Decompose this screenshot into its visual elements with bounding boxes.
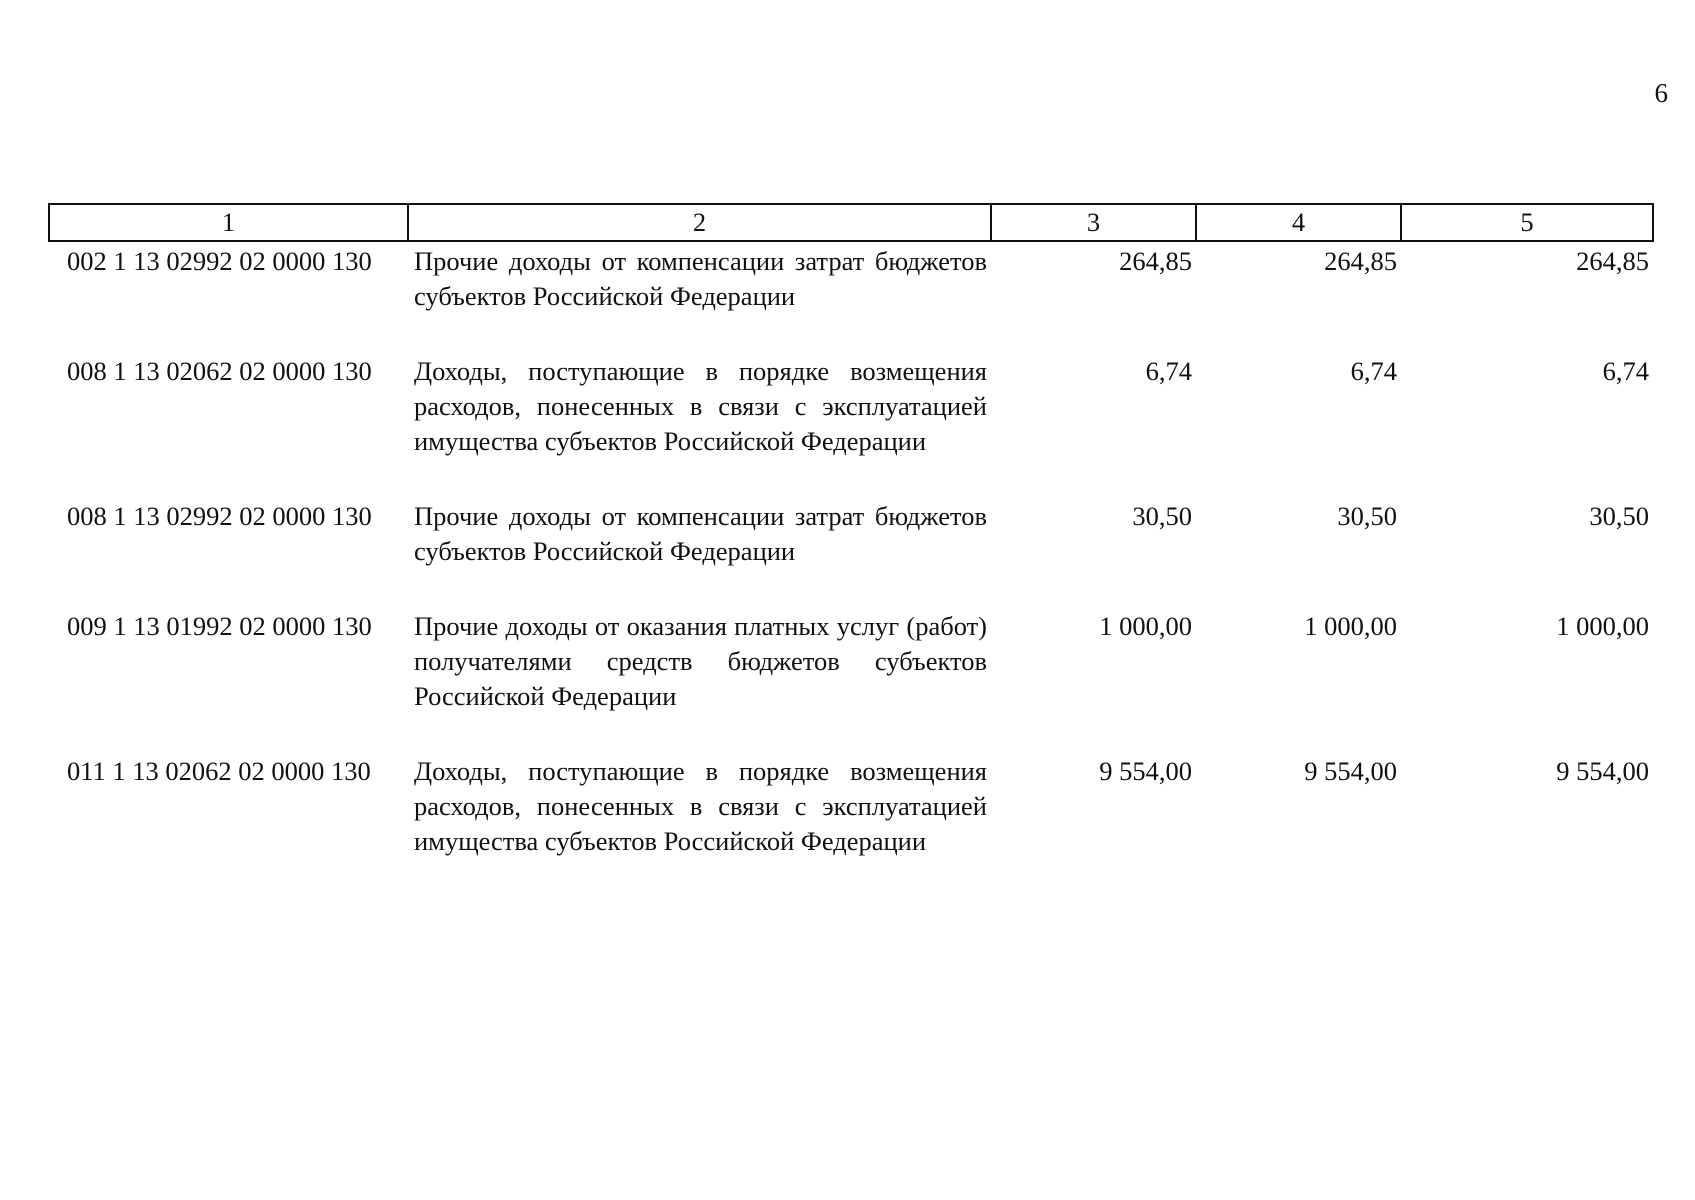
- amount-col-3: 30,50: [1132, 501, 1192, 531]
- budget-code: 008 1 13 02062 02 0000 130: [67, 356, 372, 386]
- header-row: [49, 204, 1653, 241]
- revenue-description: Прочие доходы от компенсации затрат бюджетов субъектов Российской Федерации: [414, 246, 987, 311]
- amount-col-4: 6,74: [1350, 356, 1397, 386]
- amount-col-4: 1 000,00: [1304, 611, 1397, 641]
- header-col-2: 2: [408, 204, 991, 241]
- revenue-description: Доходы, поступающие в порядке возмещения расходов, понесенных в связи с эксплуатацией имущества субъектов Российской Федерации: [414, 356, 987, 456]
- budget-code: 008 1 13 02992 02 0000 130: [67, 501, 372, 531]
- amount-col-5: 6,74: [1602, 356, 1649, 386]
- amount-col-4: 264,85: [1324, 246, 1397, 276]
- page-number: 6: [1654, 78, 1668, 108]
- header-col-1: 1: [49, 204, 408, 241]
- amount-col-3: 1 000,00: [1099, 611, 1192, 641]
- table-body: [49, 241, 1653, 897]
- amount-col-3: 264,85: [1119, 246, 1192, 276]
- revenue-description: Прочие доходы от оказания платных услуг (работ) получателями средств бюджетов субъектов Российской Федерации: [414, 611, 987, 711]
- table-row: [49, 607, 1653, 752]
- revenue-description: Доходы, поступающие в порядке возмещения расходов, понесенных в связи с эксплуатацией имущества субъектов Российской Федерации: [414, 756, 987, 856]
- revenue-description: Прочие доходы от компенсации затрат бюджетов субъектов Российской Федерации: [414, 501, 987, 566]
- table-row: [49, 241, 1653, 352]
- table-row: [49, 752, 1653, 897]
- header-col-3: 3: [991, 204, 1196, 241]
- budget-code: 002 1 13 02992 02 0000 130: [67, 246, 372, 276]
- header-col-5: 5: [1401, 204, 1653, 241]
- table-header: [49, 204, 1653, 241]
- amount-col-4: 9 554,00: [1304, 756, 1397, 786]
- amount-col-4: 30,50: [1337, 501, 1397, 531]
- budget-code: 009 1 13 01992 02 0000 130: [67, 611, 372, 641]
- amount-col-5: 1 000,00: [1556, 611, 1649, 641]
- table-row: [49, 497, 1653, 607]
- revenue-table: [48, 203, 1654, 897]
- amount-col-5: 30,50: [1589, 501, 1649, 531]
- amount-col-3: 6,74: [1145, 356, 1192, 386]
- table-row: [49, 352, 1653, 497]
- amount-col-5: 9 554,00: [1556, 756, 1649, 786]
- amount-col-5: 264,85: [1576, 246, 1649, 276]
- header-col-4: 4: [1196, 204, 1401, 241]
- budget-code: 011 1 13 02062 02 0000 130: [67, 756, 371, 786]
- amount-col-3: 9 554,00: [1099, 756, 1192, 786]
